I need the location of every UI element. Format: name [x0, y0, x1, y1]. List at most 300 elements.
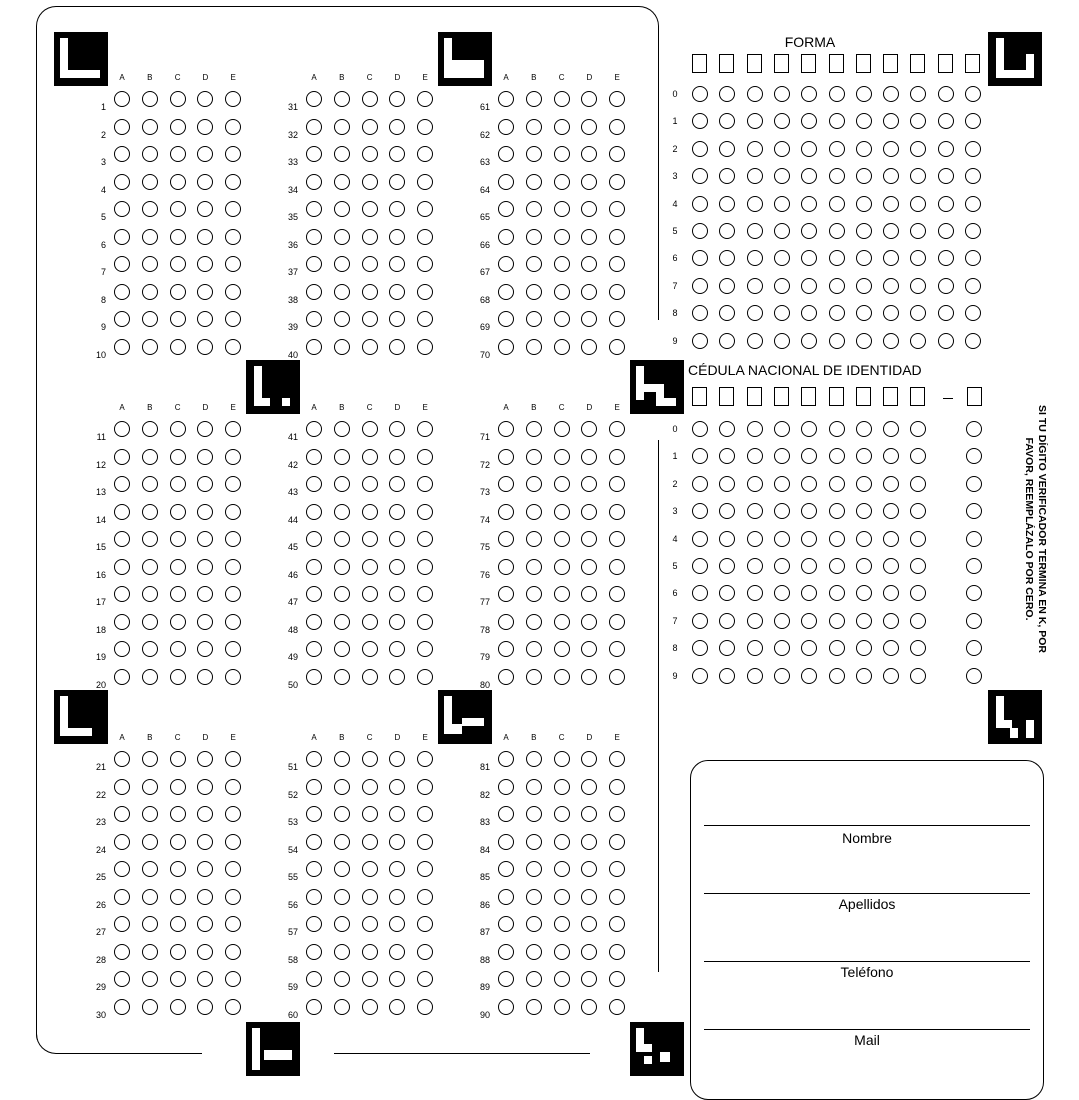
- answer-bubble[interactable]: [114, 311, 130, 327]
- forma-bubble[interactable]: [801, 196, 817, 212]
- forma-bubble[interactable]: [719, 333, 735, 349]
- answer-bubble[interactable]: [609, 779, 625, 795]
- answer-bubble[interactable]: [334, 201, 350, 217]
- answer-bubble[interactable]: [142, 614, 158, 630]
- cedula-bubble[interactable]: [719, 448, 735, 464]
- cedula-bubble[interactable]: [747, 448, 763, 464]
- cedula-check-digit-bubble[interactable]: [966, 613, 982, 629]
- answer-bubble[interactable]: [334, 861, 350, 877]
- forma-bubble[interactable]: [692, 196, 708, 212]
- answer-bubble[interactable]: [197, 504, 213, 520]
- answer-bubble[interactable]: [609, 999, 625, 1015]
- cedula-bubble[interactable]: [910, 558, 926, 574]
- answer-bubble[interactable]: [417, 119, 433, 135]
- answer-bubble[interactable]: [362, 504, 378, 520]
- cedula-check-digit-bubble[interactable]: [966, 448, 982, 464]
- forma-bubble[interactable]: [938, 278, 954, 294]
- answer-bubble[interactable]: [142, 641, 158, 657]
- answer-bubble[interactable]: [498, 669, 514, 685]
- cedula-digit-box[interactable]: [829, 387, 844, 406]
- answer-bubble[interactable]: [334, 91, 350, 107]
- answer-bubble[interactable]: [498, 641, 514, 657]
- answer-bubble[interactable]: [306, 916, 322, 932]
- answer-bubble[interactable]: [225, 779, 241, 795]
- answer-bubble[interactable]: [306, 91, 322, 107]
- forma-bubble[interactable]: [692, 113, 708, 129]
- answer-bubble[interactable]: [609, 889, 625, 905]
- answer-bubble[interactable]: [581, 889, 597, 905]
- answer-bubble[interactable]: [498, 229, 514, 245]
- answer-bubble[interactable]: [142, 751, 158, 767]
- cedula-bubble[interactable]: [856, 448, 872, 464]
- answer-bubble[interactable]: [498, 311, 514, 327]
- cedula-check-digit-bubble[interactable]: [966, 640, 982, 656]
- cedula-bubble[interactable]: [747, 421, 763, 437]
- answer-bubble[interactable]: [114, 421, 130, 437]
- answer-bubble[interactable]: [170, 531, 186, 547]
- answer-bubble[interactable]: [334, 256, 350, 272]
- answer-bubble[interactable]: [554, 256, 570, 272]
- answer-bubble[interactable]: [526, 559, 542, 575]
- cedula-bubble[interactable]: [883, 613, 899, 629]
- cedula-bubble[interactable]: [719, 531, 735, 547]
- answer-bubble[interactable]: [225, 119, 241, 135]
- answer-bubble[interactable]: [498, 256, 514, 272]
- answer-bubble[interactable]: [170, 421, 186, 437]
- answer-bubble[interactable]: [609, 229, 625, 245]
- answer-bubble[interactable]: [142, 449, 158, 465]
- answer-bubble[interactable]: [142, 476, 158, 492]
- cedula-bubble[interactable]: [883, 531, 899, 547]
- cedula-bubble[interactable]: [910, 421, 926, 437]
- answer-bubble[interactable]: [362, 861, 378, 877]
- answer-bubble[interactable]: [170, 751, 186, 767]
- answer-bubble[interactable]: [197, 614, 213, 630]
- forma-bubble[interactable]: [829, 168, 845, 184]
- answer-bubble[interactable]: [581, 614, 597, 630]
- cedula-bubble[interactable]: [719, 613, 735, 629]
- answer-bubble[interactable]: [498, 751, 514, 767]
- answer-bubble[interactable]: [142, 174, 158, 190]
- cedula-bubble[interactable]: [801, 448, 817, 464]
- answer-bubble[interactable]: [114, 586, 130, 602]
- answer-bubble[interactable]: [334, 779, 350, 795]
- cedula-check-digit-bubble[interactable]: [966, 503, 982, 519]
- cedula-bubble[interactable]: [747, 531, 763, 547]
- forma-bubble[interactable]: [719, 250, 735, 266]
- answer-bubble[interactable]: [170, 559, 186, 575]
- answer-bubble[interactable]: [114, 999, 130, 1015]
- forma-bubble[interactable]: [883, 305, 899, 321]
- forma-bubble[interactable]: [910, 196, 926, 212]
- answer-bubble[interactable]: [306, 944, 322, 960]
- answer-bubble[interactable]: [554, 861, 570, 877]
- answer-bubble[interactable]: [114, 119, 130, 135]
- cedula-bubble[interactable]: [801, 640, 817, 656]
- answer-bubble[interactable]: [498, 91, 514, 107]
- answer-bubble[interactable]: [581, 339, 597, 355]
- answer-bubble[interactable]: [554, 944, 570, 960]
- forma-bubble[interactable]: [774, 250, 790, 266]
- answer-bubble[interactable]: [170, 146, 186, 162]
- cedula-bubble[interactable]: [747, 640, 763, 656]
- answer-bubble[interactable]: [498, 284, 514, 300]
- cedula-bubble[interactable]: [719, 640, 735, 656]
- forma-bubble[interactable]: [692, 250, 708, 266]
- answer-bubble[interactable]: [498, 146, 514, 162]
- answer-bubble[interactable]: [170, 999, 186, 1015]
- forma-bubble[interactable]: [910, 141, 926, 157]
- forma-bubble[interactable]: [965, 141, 981, 157]
- answer-bubble[interactable]: [417, 889, 433, 905]
- answer-bubble[interactable]: [362, 311, 378, 327]
- cedula-bubble[interactable]: [856, 476, 872, 492]
- forma-bubble[interactable]: [801, 113, 817, 129]
- answer-bubble[interactable]: [389, 999, 405, 1015]
- answer-bubble[interactable]: [170, 256, 186, 272]
- answer-bubble[interactable]: [609, 944, 625, 960]
- answer-bubble[interactable]: [554, 311, 570, 327]
- forma-bubble[interactable]: [692, 305, 708, 321]
- answer-bubble[interactable]: [526, 971, 542, 987]
- answer-bubble[interactable]: [114, 229, 130, 245]
- answer-bubble[interactable]: [197, 174, 213, 190]
- answer-bubble[interactable]: [170, 586, 186, 602]
- answer-bubble[interactable]: [498, 449, 514, 465]
- forma-bubble[interactable]: [910, 278, 926, 294]
- answer-bubble[interactable]: [170, 339, 186, 355]
- forma-bubble[interactable]: [938, 223, 954, 239]
- answer-bubble[interactable]: [609, 339, 625, 355]
- answer-bubble[interactable]: [417, 284, 433, 300]
- answer-bubble[interactable]: [114, 476, 130, 492]
- forma-bubble[interactable]: [801, 223, 817, 239]
- answer-bubble[interactable]: [114, 91, 130, 107]
- answer-bubble[interactable]: [114, 201, 130, 217]
- cedula-bubble[interactable]: [910, 476, 926, 492]
- answer-bubble[interactable]: [498, 119, 514, 135]
- answer-bubble[interactable]: [554, 999, 570, 1015]
- answer-bubble[interactable]: [170, 971, 186, 987]
- answer-bubble[interactable]: [362, 944, 378, 960]
- answer-bubble[interactable]: [554, 284, 570, 300]
- answer-bubble[interactable]: [554, 421, 570, 437]
- forma-digit-box[interactable]: [719, 54, 734, 73]
- answer-bubble[interactable]: [114, 751, 130, 767]
- answer-bubble[interactable]: [142, 971, 158, 987]
- forma-digit-box[interactable]: [883, 54, 898, 73]
- answer-bubble[interactable]: [197, 449, 213, 465]
- answer-bubble[interactable]: [554, 504, 570, 520]
- forma-bubble[interactable]: [965, 333, 981, 349]
- answer-bubble[interactable]: [306, 449, 322, 465]
- answer-bubble[interactable]: [362, 669, 378, 685]
- cedula-bubble[interactable]: [910, 585, 926, 601]
- cedula-bubble[interactable]: [774, 613, 790, 629]
- telefono-line[interactable]: [704, 961, 1030, 962]
- cedula-check-digit-bubble[interactable]: [966, 476, 982, 492]
- forma-bubble[interactable]: [801, 278, 817, 294]
- answer-bubble[interactable]: [197, 944, 213, 960]
- answer-bubble[interactable]: [334, 229, 350, 245]
- answer-bubble[interactable]: [170, 119, 186, 135]
- cedula-bubble[interactable]: [829, 476, 845, 492]
- cedula-digit-box[interactable]: [774, 387, 789, 406]
- answer-bubble[interactable]: [334, 806, 350, 822]
- forma-bubble[interactable]: [883, 250, 899, 266]
- cedula-bubble[interactable]: [883, 585, 899, 601]
- answer-bubble[interactable]: [142, 146, 158, 162]
- answer-bubble[interactable]: [581, 504, 597, 520]
- answer-bubble[interactable]: [362, 476, 378, 492]
- answer-bubble[interactable]: [581, 174, 597, 190]
- answer-bubble[interactable]: [170, 504, 186, 520]
- answer-bubble[interactable]: [362, 201, 378, 217]
- forma-bubble[interactable]: [856, 168, 872, 184]
- forma-bubble[interactable]: [719, 113, 735, 129]
- forma-bubble[interactable]: [719, 196, 735, 212]
- forma-bubble[interactable]: [692, 333, 708, 349]
- answer-bubble[interactable]: [554, 91, 570, 107]
- forma-bubble[interactable]: [883, 86, 899, 102]
- answer-bubble[interactable]: [306, 861, 322, 877]
- forma-bubble[interactable]: [856, 250, 872, 266]
- answer-bubble[interactable]: [498, 201, 514, 217]
- answer-bubble[interactable]: [170, 614, 186, 630]
- answer-bubble[interactable]: [170, 476, 186, 492]
- answer-bubble[interactable]: [526, 641, 542, 657]
- answer-bubble[interactable]: [306, 669, 322, 685]
- cedula-bubble[interactable]: [774, 503, 790, 519]
- cedula-bubble[interactable]: [910, 668, 926, 684]
- answer-bubble[interactable]: [362, 339, 378, 355]
- answer-bubble[interactable]: [554, 971, 570, 987]
- answer-bubble[interactable]: [498, 999, 514, 1015]
- answer-bubble[interactable]: [334, 971, 350, 987]
- answer-bubble[interactable]: [554, 641, 570, 657]
- answer-bubble[interactable]: [362, 174, 378, 190]
- answer-bubble[interactable]: [306, 834, 322, 850]
- forma-bubble[interactable]: [910, 223, 926, 239]
- forma-bubble[interactable]: [829, 113, 845, 129]
- forma-bubble[interactable]: [829, 196, 845, 212]
- answer-bubble[interactable]: [554, 229, 570, 245]
- answer-bubble[interactable]: [114, 174, 130, 190]
- answer-bubble[interactable]: [306, 284, 322, 300]
- answer-bubble[interactable]: [114, 531, 130, 547]
- cedula-bubble[interactable]: [910, 448, 926, 464]
- answer-bubble[interactable]: [334, 559, 350, 575]
- answer-bubble[interactable]: [417, 174, 433, 190]
- forma-bubble[interactable]: [692, 86, 708, 102]
- forma-bubble[interactable]: [774, 305, 790, 321]
- answer-bubble[interactable]: [197, 339, 213, 355]
- cedula-bubble[interactable]: [774, 640, 790, 656]
- forma-bubble[interactable]: [829, 333, 845, 349]
- apellidos-line[interactable]: [704, 893, 1030, 894]
- forma-bubble[interactable]: [856, 141, 872, 157]
- forma-bubble[interactable]: [856, 196, 872, 212]
- answer-bubble[interactable]: [554, 669, 570, 685]
- cedula-bubble[interactable]: [692, 503, 708, 519]
- answer-bubble[interactable]: [170, 284, 186, 300]
- answer-bubble[interactable]: [142, 806, 158, 822]
- answer-bubble[interactable]: [197, 889, 213, 905]
- cedula-bubble[interactable]: [692, 640, 708, 656]
- answer-bubble[interactable]: [609, 504, 625, 520]
- forma-bubble[interactable]: [910, 250, 926, 266]
- answer-bubble[interactable]: [334, 476, 350, 492]
- forma-bubble[interactable]: [747, 141, 763, 157]
- answer-bubble[interactable]: [142, 669, 158, 685]
- answer-bubble[interactable]: [334, 641, 350, 657]
- answer-bubble[interactable]: [306, 559, 322, 575]
- answer-bubble[interactable]: [142, 284, 158, 300]
- answer-bubble[interactable]: [197, 999, 213, 1015]
- answer-bubble[interactable]: [362, 779, 378, 795]
- answer-bubble[interactable]: [362, 256, 378, 272]
- cedula-bubble[interactable]: [692, 585, 708, 601]
- answer-bubble[interactable]: [170, 889, 186, 905]
- answer-bubble[interactable]: [554, 174, 570, 190]
- answer-bubble[interactable]: [389, 174, 405, 190]
- answer-bubble[interactable]: [306, 311, 322, 327]
- forma-bubble[interactable]: [829, 223, 845, 239]
- answer-bubble[interactable]: [306, 339, 322, 355]
- answer-bubble[interactable]: [334, 311, 350, 327]
- cedula-bubble[interactable]: [856, 668, 872, 684]
- cedula-bubble[interactable]: [747, 503, 763, 519]
- answer-bubble[interactable]: [170, 641, 186, 657]
- answer-bubble[interactable]: [417, 339, 433, 355]
- answer-bubble[interactable]: [170, 834, 186, 850]
- answer-bubble[interactable]: [334, 889, 350, 905]
- answer-bubble[interactable]: [389, 504, 405, 520]
- answer-bubble[interactable]: [142, 531, 158, 547]
- forma-bubble[interactable]: [692, 168, 708, 184]
- answer-bubble[interactable]: [389, 944, 405, 960]
- forma-bubble[interactable]: [965, 196, 981, 212]
- forma-bubble[interactable]: [883, 168, 899, 184]
- answer-bubble[interactable]: [362, 284, 378, 300]
- forma-bubble[interactable]: [774, 196, 790, 212]
- answer-bubble[interactable]: [498, 339, 514, 355]
- answer-bubble[interactable]: [389, 669, 405, 685]
- answer-bubble[interactable]: [389, 559, 405, 575]
- answer-bubble[interactable]: [225, 504, 241, 520]
- answer-bubble[interactable]: [142, 834, 158, 850]
- cedula-bubble[interactable]: [774, 448, 790, 464]
- answer-bubble[interactable]: [554, 834, 570, 850]
- answer-bubble[interactable]: [526, 146, 542, 162]
- answer-bubble[interactable]: [362, 641, 378, 657]
- answer-bubble[interactable]: [114, 971, 130, 987]
- cedula-check-digit-box[interactable]: [967, 387, 982, 406]
- answer-bubble[interactable]: [197, 284, 213, 300]
- answer-bubble[interactable]: [417, 944, 433, 960]
- cedula-bubble[interactable]: [883, 421, 899, 437]
- answer-bubble[interactable]: [114, 834, 130, 850]
- answer-bubble[interactable]: [225, 944, 241, 960]
- forma-bubble[interactable]: [719, 305, 735, 321]
- cedula-bubble[interactable]: [829, 585, 845, 601]
- answer-bubble[interactable]: [225, 999, 241, 1015]
- forma-bubble[interactable]: [938, 305, 954, 321]
- answer-bubble[interactable]: [114, 944, 130, 960]
- answer-bubble[interactable]: [526, 91, 542, 107]
- forma-bubble[interactable]: [719, 168, 735, 184]
- answer-bubble[interactable]: [581, 119, 597, 135]
- answer-bubble[interactable]: [306, 229, 322, 245]
- forma-bubble[interactable]: [747, 196, 763, 212]
- answer-bubble[interactable]: [389, 449, 405, 465]
- forma-digit-box[interactable]: [829, 54, 844, 73]
- answer-bubble[interactable]: [554, 146, 570, 162]
- forma-bubble[interactable]: [747, 278, 763, 294]
- forma-digit-box[interactable]: [747, 54, 762, 73]
- forma-bubble[interactable]: [747, 86, 763, 102]
- answer-bubble[interactable]: [114, 284, 130, 300]
- answer-bubble[interactable]: [526, 614, 542, 630]
- answer-bubble[interactable]: [334, 586, 350, 602]
- answer-bubble[interactable]: [142, 256, 158, 272]
- answer-bubble[interactable]: [114, 861, 130, 877]
- answer-bubble[interactable]: [197, 119, 213, 135]
- forma-bubble[interactable]: [829, 278, 845, 294]
- answer-bubble[interactable]: [526, 751, 542, 767]
- forma-bubble[interactable]: [910, 113, 926, 129]
- answer-bubble[interactable]: [306, 779, 322, 795]
- forma-digit-box[interactable]: [938, 54, 953, 73]
- answer-bubble[interactable]: [362, 916, 378, 932]
- answer-bubble[interactable]: [389, 889, 405, 905]
- answer-bubble[interactable]: [581, 999, 597, 1015]
- answer-bubble[interactable]: [170, 669, 186, 685]
- answer-bubble[interactable]: [609, 669, 625, 685]
- forma-bubble[interactable]: [829, 305, 845, 321]
- answer-bubble[interactable]: [417, 999, 433, 1015]
- answer-bubble[interactable]: [526, 586, 542, 602]
- forma-bubble[interactable]: [883, 223, 899, 239]
- forma-bubble[interactable]: [856, 305, 872, 321]
- answer-bubble[interactable]: [526, 339, 542, 355]
- cedula-bubble[interactable]: [829, 558, 845, 574]
- forma-bubble[interactable]: [883, 113, 899, 129]
- cedula-bubble[interactable]: [856, 503, 872, 519]
- cedula-bubble[interactable]: [829, 640, 845, 656]
- forma-bubble[interactable]: [774, 168, 790, 184]
- answer-bubble[interactable]: [362, 971, 378, 987]
- answer-bubble[interactable]: [114, 559, 130, 575]
- forma-bubble[interactable]: [801, 305, 817, 321]
- forma-digit-box[interactable]: [692, 54, 707, 73]
- forma-bubble[interactable]: [774, 333, 790, 349]
- answer-bubble[interactable]: [225, 174, 241, 190]
- forma-bubble[interactable]: [747, 250, 763, 266]
- cedula-bubble[interactable]: [692, 421, 708, 437]
- answer-bubble[interactable]: [581, 229, 597, 245]
- answer-bubble[interactable]: [170, 201, 186, 217]
- answer-bubble[interactable]: [609, 174, 625, 190]
- answer-bubble[interactable]: [581, 834, 597, 850]
- answer-bubble[interactable]: [581, 284, 597, 300]
- answer-bubble[interactable]: [554, 806, 570, 822]
- answer-bubble[interactable]: [225, 889, 241, 905]
- cedula-bubble[interactable]: [829, 448, 845, 464]
- forma-bubble[interactable]: [747, 168, 763, 184]
- forma-bubble[interactable]: [883, 141, 899, 157]
- answer-bubble[interactable]: [526, 311, 542, 327]
